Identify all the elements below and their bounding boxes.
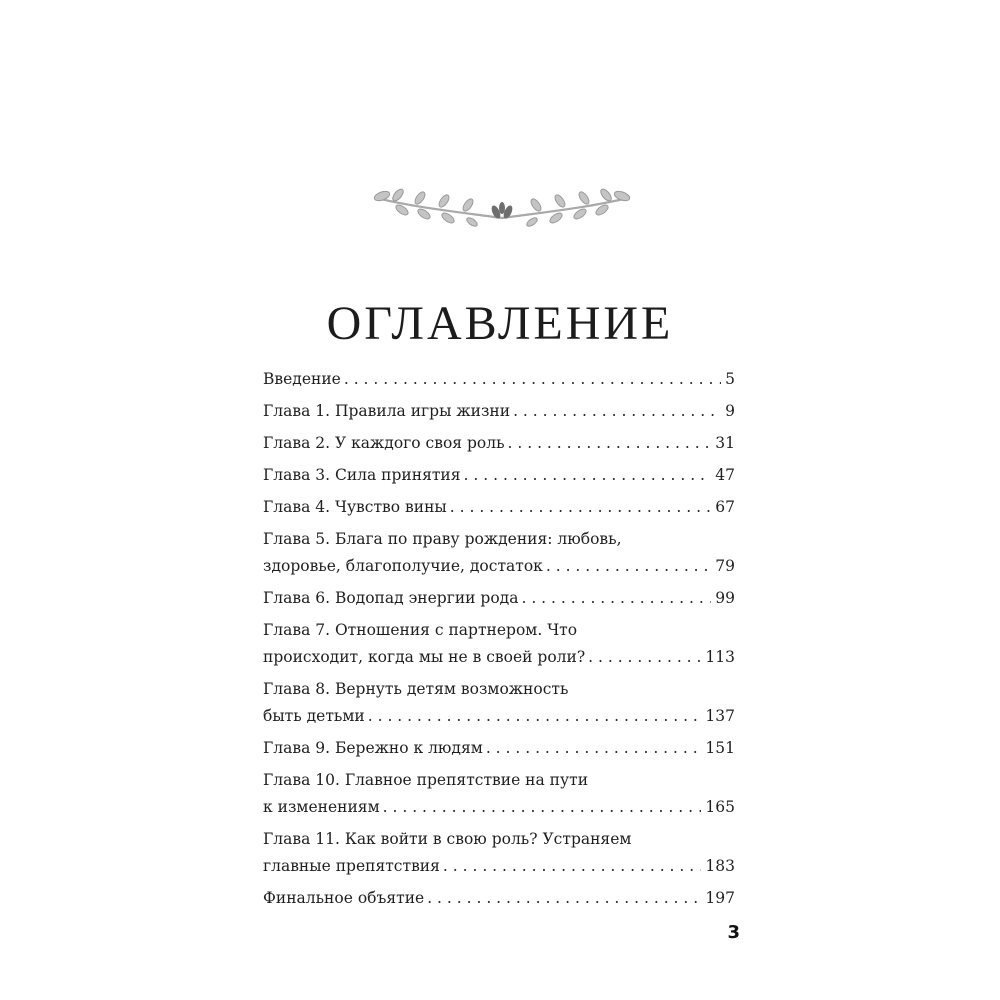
toc-entry-line <box>263 885 735 912</box>
toc-page-number: 99 <box>715 589 735 607</box>
toc-entry-line <box>263 366 735 393</box>
toc-entry-line <box>263 767 735 794</box>
toc-entry-title: Финальное объятие <box>263 889 425 907</box>
toc-entry-title: происходит, когда мы не в своей роли? <box>263 648 586 666</box>
toc-entry-title: Глава 2. У каждого своя роль <box>263 434 505 452</box>
toc-entry-line <box>263 553 735 580</box>
toc-page-number: 113 <box>705 648 735 666</box>
toc-entry[interactable] <box>263 585 735 617</box>
toc-entry-title: Глава 3. Сила принятия <box>263 466 461 484</box>
toc-entry[interactable] <box>263 676 735 735</box>
toc-entry-title: Введение <box>263 370 341 388</box>
toc-entry-title: быть детьми <box>263 707 365 725</box>
toc-entry[interactable] <box>263 366 735 398</box>
dot-leader <box>521 585 711 612</box>
toc-entry-line <box>263 398 735 425</box>
toc-entry-line <box>263 585 735 612</box>
page-title: ОГЛАВЛЕНИЕ <box>326 297 674 350</box>
laurel-branch-icon <box>368 188 636 236</box>
toc-entry[interactable] <box>263 735 735 767</box>
page-number: 3 <box>727 922 740 943</box>
toc-entry-title: Глава 4. Чувство вины <box>263 498 447 516</box>
toc-page-number: 197 <box>705 889 735 907</box>
toc-entry-line <box>263 703 735 730</box>
dot-leader <box>464 462 712 489</box>
toc-entry-title: Глава 10. Главное препятствие на пути <box>263 771 589 789</box>
toc-entry-line <box>263 494 735 521</box>
toc-page-number: 183 <box>705 857 735 875</box>
toc-entry-title: Глава 5. Блага по праву рождения: любовь, <box>263 530 622 548</box>
toc-page-number: 137 <box>705 707 735 725</box>
toc-entry-line <box>263 826 735 853</box>
toc-entry[interactable] <box>263 398 735 430</box>
toc-entry[interactable] <box>263 462 735 494</box>
toc-entry[interactable] <box>263 885 735 917</box>
toc-entry-line <box>263 735 735 762</box>
toc-entry-line <box>263 462 735 489</box>
toc-entry[interactable] <box>263 494 735 526</box>
dot-leader <box>513 398 721 425</box>
toc-entry-title: Глава 11. Как войти в свою роль? Устраняем <box>263 830 632 848</box>
dot-leader <box>443 853 702 880</box>
toc-entry[interactable] <box>263 767 735 826</box>
toc-page-number: 5 <box>725 370 735 388</box>
toc-entry-title: Глава 8. Вернуть детям возможность <box>263 680 569 698</box>
toc-entry-title: главные препятствия <box>263 857 440 875</box>
dot-leader <box>344 366 721 393</box>
dot-leader <box>383 794 702 821</box>
toc-entry[interactable] <box>263 430 735 462</box>
toc-entry[interactable] <box>263 617 735 676</box>
dot-leader <box>427 885 701 912</box>
dot-leader <box>450 494 712 521</box>
toc-entry-title: Глава 6. Водопад энергии рода <box>263 589 519 607</box>
toc-entry-title: здоровье, благополучие, достаток <box>263 557 543 575</box>
toc-entry-line <box>263 644 735 671</box>
toc-page-number: 165 <box>705 798 735 816</box>
toc-page-number: 31 <box>715 434 735 452</box>
toc-entry-line <box>263 617 735 644</box>
dot-leader <box>368 703 702 730</box>
toc-page-number: 67 <box>715 498 735 516</box>
dot-leader <box>588 644 701 671</box>
toc-entry-title: Глава 9. Бережно к людям <box>263 739 483 757</box>
dot-leader <box>486 735 702 762</box>
toc-entry-line <box>263 794 735 821</box>
toc-entry-line <box>263 676 735 703</box>
toc-entry-line <box>263 430 735 457</box>
toc-entry[interactable] <box>263 826 735 885</box>
toc-entry-title: Глава 1. Правила игры жизни <box>263 402 511 420</box>
dot-leader <box>546 553 711 580</box>
dot-leader <box>508 430 712 457</box>
toc-entry-title: к изменениям <box>263 798 380 816</box>
table-of-contents <box>263 366 735 917</box>
toc-page-number: 79 <box>715 557 735 575</box>
toc-entry-line <box>263 526 735 553</box>
toc-page-number: 151 <box>705 739 735 757</box>
toc-page-number: 9 <box>725 402 735 420</box>
toc-entry-line <box>263 853 735 880</box>
toc-entry[interactable] <box>263 526 735 585</box>
toc-page-number: 47 <box>715 466 735 484</box>
toc-entry-title: Глава 7. Отношения с партнером. Что <box>263 621 578 639</box>
